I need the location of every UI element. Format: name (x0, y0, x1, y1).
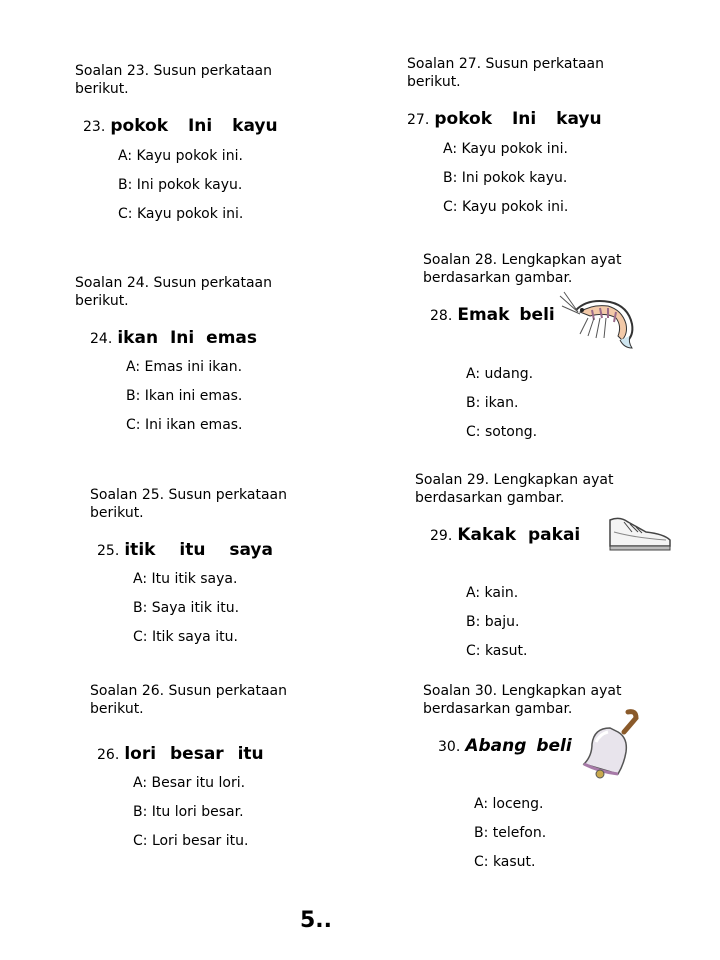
question-number: 24. (90, 331, 113, 347)
option-c: C: Kayu pokok ini. (443, 199, 569, 215)
question-instruction: Soalan 25. Susun perkataan berikut. (90, 487, 288, 521)
option-c: C: Lori besar itu. (133, 833, 249, 849)
option-b: B: telefon. (474, 825, 547, 841)
option-b: B: Itu lori besar. (133, 804, 244, 820)
option-a: A: Itu itik saya. (133, 571, 238, 587)
question-words: lori besar itu (124, 744, 264, 764)
option-c: C: Ini ikan emas. (126, 417, 243, 433)
option-a: A: kain. (466, 585, 519, 601)
question-number: 26. (97, 747, 120, 763)
option-c: C: kasut. (474, 854, 536, 870)
question-prompt (438, 736, 572, 756)
shrimp-picture (558, 290, 640, 356)
question-instruction: Soalan 27. Susun perkataan berikut. (407, 56, 605, 90)
question-number: 23. (83, 119, 106, 135)
option-b: B: baju. (466, 614, 520, 630)
option-a: A: Kayu pokok ini. (118, 148, 243, 164)
question-prompt (407, 109, 602, 129)
option-c: C: Kayu pokok ini. (118, 206, 244, 222)
option-a: A: Besar itu lori. (133, 775, 246, 791)
option-b: B: Ini pokok kayu. (443, 170, 568, 186)
question-number: 29. (430, 528, 453, 544)
question-instruction: Soalan 26. Susun perkataan berikut. (90, 683, 288, 717)
question-number: 30. (438, 739, 461, 755)
question-prompt (90, 328, 257, 348)
question-words: ikan Ini emas (117, 328, 257, 348)
question-instruction: Soalan 24. Susun perkataan berikut. (75, 275, 273, 309)
option-b: B: ikan. (466, 395, 519, 411)
question-words: itik itu saya (124, 540, 273, 560)
question-words: pokok Ini kayu (110, 116, 278, 136)
question-prompt (97, 744, 264, 764)
question-prompt (83, 116, 278, 136)
question-number: 28. (430, 308, 453, 324)
bell-picture (578, 708, 642, 784)
option-a: A: udang. (466, 366, 534, 382)
shoe-picture (606, 512, 674, 552)
option-a: A: loceng. (474, 796, 544, 812)
option-c: C: Itik saya itu. (133, 629, 238, 645)
option-b: B: Ikan ini emas. (126, 388, 243, 404)
question-instruction: Soalan 28. Lengkapkan ayat berdasarkan gambar. (423, 252, 622, 286)
question-words: pokok Ini kayu (434, 109, 602, 129)
question-instruction: Soalan 29. Lengkapkan ayat berdasarkan gambar. (415, 472, 614, 506)
question-instruction: Soalan 30. Lengkapkan ayat berdasarkan gambar. (423, 683, 622, 717)
question-words: Abang beli (465, 736, 572, 756)
option-b: B: Ini pokok kayu. (118, 177, 243, 193)
question-number: 25. (97, 543, 120, 559)
option-c: C: kasut. (466, 643, 528, 659)
page-number: 5.. (300, 908, 333, 933)
option-a: A: Kayu pokok ini. (443, 141, 568, 157)
option-c: C: sotong. (466, 424, 538, 440)
question-number: 27. (407, 112, 430, 128)
question-words: Emak beli (457, 305, 555, 325)
question-prompt (430, 525, 580, 545)
question-words: Kakak pakai (457, 525, 581, 545)
question-prompt (97, 540, 273, 560)
question-instruction: Soalan 23. Susun perkataan berikut. (75, 63, 273, 97)
question-prompt (430, 305, 555, 325)
option-b: B: Saya itik itu. (133, 600, 240, 616)
option-a: A: Emas ini ikan. (126, 359, 243, 375)
